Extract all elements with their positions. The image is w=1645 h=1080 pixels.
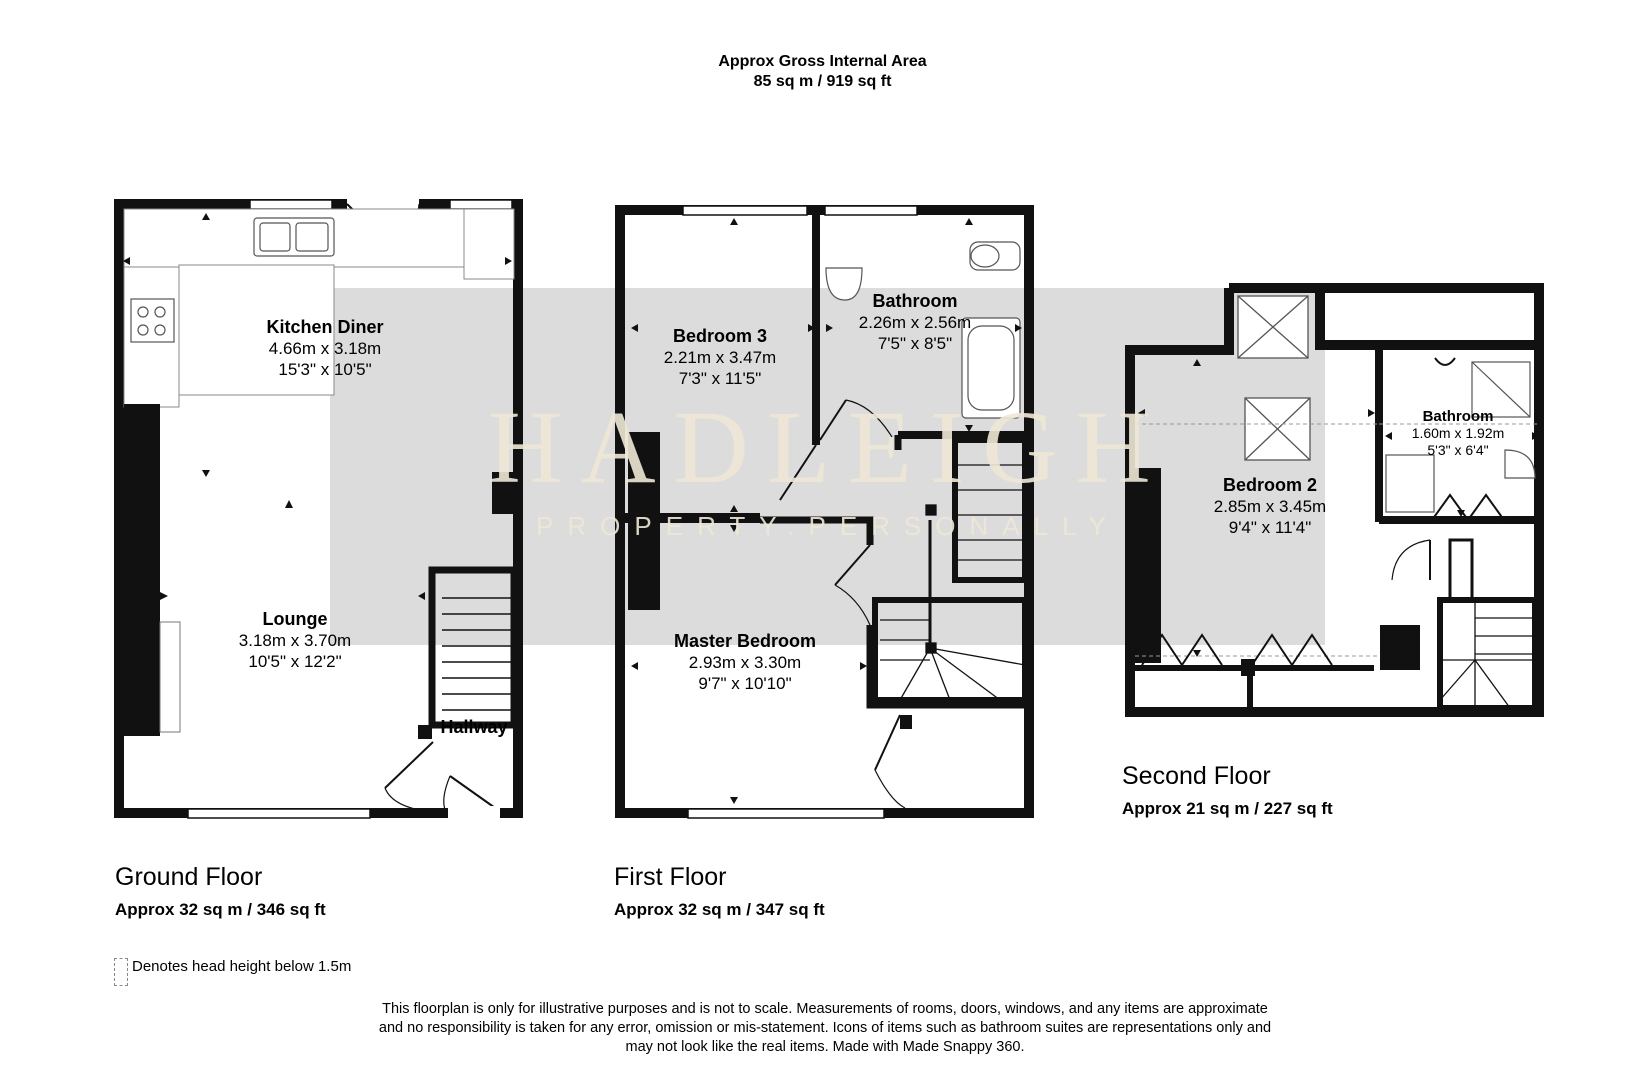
room-imperial: 9'4" x 11'4" [1228, 518, 1312, 537]
room-name: Bathroom [872, 291, 958, 311]
room-master-bedroom [650, 631, 840, 694]
room-imperial: 10'5" x 12'2" [248, 652, 342, 671]
room-bedroom-2 [1190, 475, 1350, 538]
room-imperial: 5'3" x 6'4" [1427, 442, 1489, 458]
room-metric: 3.18m x 3.70m [238, 631, 352, 650]
watermark-tagline: PROPERTY.PERSONALLY [536, 511, 1120, 541]
floor-name: Ground Floor [115, 863, 263, 891]
first-wall-post [900, 715, 912, 729]
room-metric: 2.85m x 3.45m [1213, 497, 1327, 516]
room-name: Lounge [262, 609, 328, 629]
head-height-legend-text: Denotes head height below 1.5m [132, 958, 352, 975]
watermark-brand: HADLEIGH [487, 390, 1169, 505]
gross-area-value: 85 sq m / 919 sq ft [753, 73, 892, 90]
room-name: Kitchen Diner [266, 317, 384, 337]
room-imperial: 7'5" x 8'5" [877, 334, 953, 353]
kitchen-sink [254, 218, 334, 256]
room-bedroom-3 [640, 326, 800, 389]
room-metric: 4.66m x 3.18m [268, 339, 382, 358]
room-imperial: 9'7" x 10'10" [698, 674, 792, 693]
room-lounge [210, 609, 380, 672]
lounge-chimney-breast [124, 404, 160, 736]
disclaimer [300, 1000, 1350, 1057]
room-bathroom-second [1398, 408, 1518, 459]
floor-area: Approx 32 sq m / 346 sq ft [115, 900, 326, 919]
lounge-fireplace [160, 622, 180, 732]
disclaimer-line: may not look like the real items. Made with Made Snappy 360. [625, 1039, 1025, 1055]
floor-area: Approx 32 sq m / 347 sq ft [614, 900, 825, 919]
room-name: Bathroom [1422, 408, 1494, 425]
head-height-legend-swatch [114, 958, 128, 986]
gross-area-title: Approx Gross Internal Area [718, 53, 927, 70]
room-metric: 2.21m x 3.47m [663, 348, 777, 367]
floor-area: Approx 21 sq m / 227 sq ft [1122, 799, 1333, 818]
ground-floor-caption [115, 863, 326, 920]
disclaimer-line: This floorplan is only for illustrative purposes and is not to scale. Measurements of rooms, doors, windows, and any items are approximate [382, 1001, 1268, 1017]
room-name: Bedroom 3 [672, 326, 768, 346]
room-name: Hallway [440, 717, 508, 737]
second-stairs [1380, 540, 1535, 708]
room-imperial: 7'3" x 11'5" [678, 369, 762, 388]
first-floor-caption [614, 863, 825, 920]
room-bathroom-first [840, 291, 990, 354]
room-metric: 2.26m x 2.56m [858, 313, 972, 332]
room-name: Master Bedroom [673, 631, 817, 651]
room-metric: 2.93m x 3.30m [688, 653, 802, 672]
room-kitchen-diner [235, 317, 415, 380]
hallway-doors [385, 725, 498, 812]
floor-name: First Floor [614, 863, 727, 891]
room-hallway [434, 717, 514, 738]
second-floor-caption [1122, 762, 1333, 819]
room-metric: 1.60m x 1.92m [1411, 425, 1505, 441]
room-name: Bedroom 2 [1222, 475, 1318, 495]
floor-name: Second Floor [1122, 762, 1271, 790]
front-door-gap [448, 806, 500, 820]
kitchen-hob [131, 299, 174, 342]
disclaimer-line: and no responsibility is taken for any error, omission or mis-statement. Icons of items such as bathroom suites are representations only and [378, 1020, 1272, 1036]
room-imperial: 15'3" x 10'5" [278, 360, 372, 379]
